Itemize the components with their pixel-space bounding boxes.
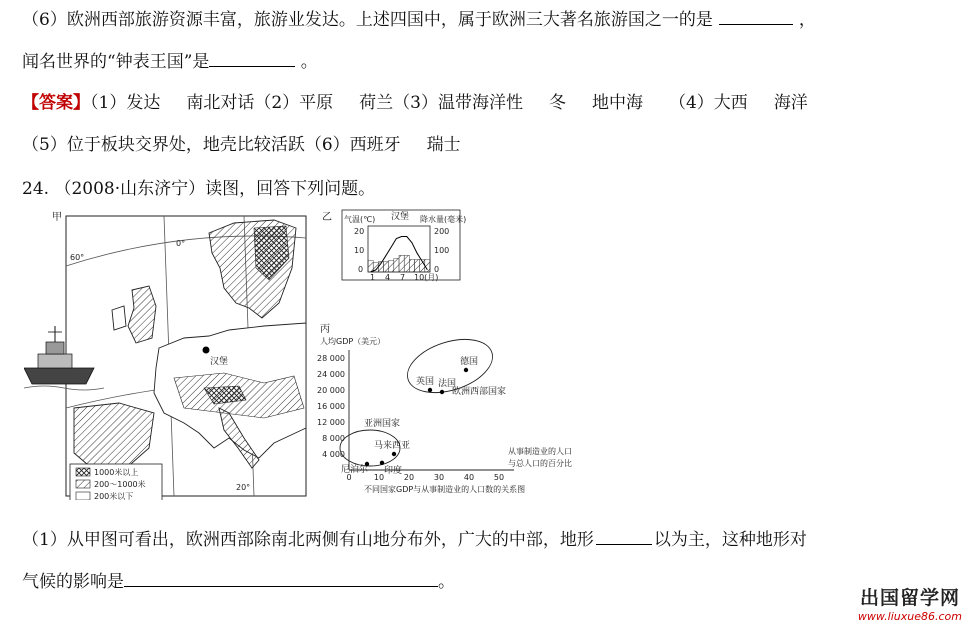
answer-blank xyxy=(209,50,295,67)
svg-text:4: 4 xyxy=(385,273,391,282)
x-axis-title-2: 与总人口的百分比 xyxy=(508,459,572,468)
q6-text: （6）欧洲西部旅游资源丰富，旅游业发达。上述四国中，属于欧洲三大著名旅游国之一的是 xyxy=(22,10,713,30)
precipitation-bar xyxy=(404,255,409,272)
figure-svg xyxy=(24,208,584,500)
svg-text:10: 10 xyxy=(354,246,365,255)
x-tick-label: 30 xyxy=(433,473,445,482)
answer-blank xyxy=(719,8,793,25)
svg-text:20°: 20° xyxy=(236,483,251,492)
scatter-point xyxy=(464,368,468,372)
svg-text:200～1000米: 200～1000米 xyxy=(94,480,146,489)
answer-blank xyxy=(596,528,652,545)
svg-text:1: 1 xyxy=(370,273,376,282)
map-label: 甲 xyxy=(52,212,62,223)
svg-text:0°: 0° xyxy=(176,239,186,248)
question-1-line-2: 气候的影响是 。 xyxy=(22,572,455,592)
scatter-point-label: 英国 xyxy=(416,377,435,387)
svg-text:60°: 60° xyxy=(70,253,85,262)
climate-label: 乙 xyxy=(322,212,332,223)
answer-line-1: 【答案】（1）发达 南北对话（2）平原 荷兰（3）温带海洋性 冬 地中海 （4）大西 海洋 xyxy=(22,93,808,113)
question-24-title: 24. （2008·山东济宁）读图，回答下列问题。 xyxy=(22,179,376,199)
y-tick-label: 8 000 xyxy=(322,434,345,443)
svg-text:汉堡: 汉堡 xyxy=(210,357,229,367)
asia-group-label: 亚洲国家 xyxy=(364,419,401,429)
svg-text:20: 20 xyxy=(354,227,365,236)
map-europe xyxy=(52,211,306,500)
scatter-point xyxy=(392,452,396,456)
svg-text:7: 7 xyxy=(400,273,406,282)
x-tick-label: 0 xyxy=(346,473,352,482)
climate-city: 汉堡 xyxy=(391,212,410,222)
scatter-label: 丙 xyxy=(320,324,330,335)
scatter-title: 不同国家GDP与从事制造业的人口数的关系图 xyxy=(364,485,526,494)
question-1-line-1: （1）从甲图可看出，欧洲西部除南北两侧有山地分布外，广大的中部，地形 以为主，这种地形对 xyxy=(22,530,807,550)
scatter-point-label: 马来西亚 xyxy=(374,441,411,451)
answer-tag: 【答案】 xyxy=(22,93,90,113)
x-tick-label: 50 xyxy=(493,473,505,482)
scatter-point-label: 印度 xyxy=(384,465,403,476)
y-tick-label: 4 000 xyxy=(322,450,345,459)
precipitation-bar xyxy=(389,261,394,273)
y-tick-label: 24 000 xyxy=(317,370,345,379)
precipitation-bar xyxy=(368,261,373,273)
climate-chart xyxy=(322,210,466,282)
svg-text:10(月): 10(月) xyxy=(414,273,439,282)
x-axis-title-1: 从事制造业的人口 xyxy=(508,447,572,456)
scatter-point-label: 法国 xyxy=(438,379,457,389)
x-tick-label: 10 xyxy=(373,473,385,482)
precipitation-bar xyxy=(425,259,430,272)
svg-text:100: 100 xyxy=(434,246,450,255)
scatter-chart xyxy=(317,323,572,494)
question-6-line-1: （6）欧洲西部旅游资源丰富，旅游业发达。上述四国中，属于欧洲三大著名旅游国之一的是 ， xyxy=(22,10,816,30)
scatter-point xyxy=(380,461,384,465)
svg-text:0: 0 xyxy=(434,265,440,274)
scatter-point-label: 尼泊尔 xyxy=(341,465,369,475)
y-tick-label: 20 000 xyxy=(317,386,345,395)
svg-text:0: 0 xyxy=(358,265,364,274)
ireland xyxy=(112,306,126,330)
svg-text:200米以下: 200米以下 xyxy=(94,492,134,500)
precipitation-bar xyxy=(409,259,414,272)
svg-text:气温(℃): 气温(℃) xyxy=(344,215,376,224)
y-tick-label: 16 000 xyxy=(317,402,345,411)
precipitation-bar xyxy=(399,255,404,272)
svg-text:1000米以上: 1000米以上 xyxy=(94,468,139,477)
svg-text:200: 200 xyxy=(434,227,450,236)
x-tick-label: 20 xyxy=(403,473,415,482)
watermark-logo: 出国留学网 www.liuxue86.com xyxy=(857,587,962,623)
scatter-point-label: 德国 xyxy=(460,357,479,367)
precipitation-bar xyxy=(415,259,420,272)
figure-area xyxy=(24,208,584,500)
scatter-point xyxy=(440,390,444,394)
scatter-point xyxy=(428,388,432,392)
svg-text:降水量(毫米): 降水量(毫米) xyxy=(420,215,467,224)
y-tick-label: 12 000 xyxy=(317,418,345,427)
british-isles xyxy=(128,286,156,343)
y-tick-label: 28 000 xyxy=(317,354,345,363)
question-6-line-2: 闻名世界的“钟表王国”是 。 xyxy=(22,52,318,72)
hamburg-dot xyxy=(203,347,210,354)
precipitation-bar xyxy=(384,262,389,272)
x-tick-label: 40 xyxy=(463,473,475,482)
answer-blank xyxy=(124,570,438,587)
europe-group-label: 欧洲西部国家 xyxy=(452,387,507,397)
y-axis-title: 人均GDP（美元） xyxy=(320,337,386,346)
precipitation-bar xyxy=(394,258,399,272)
answer-line-2: （5）位于板块交界处，地壳比较活跃（6）西班牙 瑞士 xyxy=(22,135,461,155)
